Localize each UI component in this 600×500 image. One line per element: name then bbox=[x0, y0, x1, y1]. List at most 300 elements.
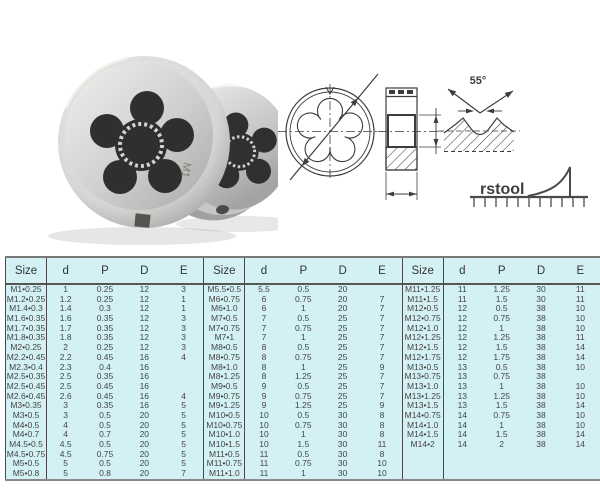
value-cell: 11 bbox=[457, 285, 467, 294]
value-cell: 1.5 bbox=[495, 293, 508, 304]
value-cell: 0.75 bbox=[295, 322, 312, 333]
col-header-d: d bbox=[62, 264, 69, 277]
value-cell: 25 bbox=[337, 380, 348, 391]
value-cell: 38 bbox=[536, 409, 546, 420]
value-cell: 12 bbox=[139, 285, 150, 294]
value-cell: 3 bbox=[181, 332, 187, 343]
size-cell: M1.7•0.35 bbox=[6, 322, 46, 333]
value-cell: 9 bbox=[379, 361, 385, 372]
value-cell: 1 bbox=[300, 303, 306, 314]
value-cell: 14 bbox=[575, 351, 586, 362]
table-group-1 bbox=[5, 258, 203, 479]
size-cell: M13•1.25 bbox=[404, 390, 441, 401]
col-header-d: d bbox=[260, 264, 268, 277]
size-cell: M8•0.5 bbox=[211, 342, 238, 353]
value-cell: 38 bbox=[536, 351, 546, 362]
table-group-2 bbox=[203, 258, 401, 479]
value-cell: 30 bbox=[337, 419, 348, 430]
angle-label: 55° bbox=[469, 75, 487, 87]
value-cell: 1 bbox=[499, 322, 505, 333]
size-cell: M9•0.5 bbox=[211, 380, 238, 391]
value-cell: 0.75 bbox=[493, 409, 510, 420]
value-cell: 1 bbox=[499, 419, 505, 430]
value-cell: 0.8 bbox=[99, 468, 111, 479]
value-cell: 10 bbox=[259, 409, 269, 420]
value-cell: 0.4 bbox=[99, 361, 111, 372]
size-cell: M2.5•0.35 bbox=[6, 371, 46, 382]
col-header-size: Size bbox=[411, 264, 434, 277]
value-cell: 7 bbox=[379, 390, 385, 401]
value-cell: 11 bbox=[259, 468, 269, 479]
value-cell: 10 bbox=[575, 380, 586, 391]
value-cell: 2.2 bbox=[59, 351, 72, 362]
size-cell: M13•0.5 bbox=[406, 361, 439, 372]
value-cell: 0.5 bbox=[297, 285, 310, 294]
value-cell: 30 bbox=[337, 439, 348, 449]
value-cell: 20 bbox=[139, 458, 150, 469]
die-notch bbox=[134, 213, 150, 227]
value-cell: 9 bbox=[261, 380, 267, 391]
value-cell: 4 bbox=[181, 390, 187, 401]
value-cell: 0.45 bbox=[96, 380, 114, 391]
die-side-view bbox=[378, 88, 442, 200]
value-cell: 8 bbox=[379, 409, 385, 420]
size-cell: M10•1.0 bbox=[208, 429, 240, 440]
value-cell: 2 bbox=[63, 342, 69, 353]
value-cell: 1 bbox=[300, 361, 306, 372]
value-cell: 12 bbox=[457, 313, 468, 324]
value-cell: 7 bbox=[379, 380, 385, 391]
value-cell: 0.3 bbox=[99, 303, 111, 314]
value-cell: 0.35 bbox=[96, 313, 114, 324]
table-header bbox=[6, 258, 203, 285]
die-shadow bbox=[48, 227, 236, 245]
value-cell: 20 bbox=[139, 409, 150, 420]
value-cell: 20 bbox=[337, 293, 348, 304]
value-cell: 10 bbox=[575, 409, 586, 420]
value-cell: 1.25 bbox=[493, 390, 510, 401]
value-cell: 5.5 bbox=[258, 285, 270, 294]
value-cell: 5 bbox=[181, 419, 187, 430]
value-cell: 14 bbox=[457, 439, 468, 449]
value-cell: 38 bbox=[536, 361, 546, 372]
value-cell: 16 bbox=[139, 400, 150, 411]
value-cell: 20 bbox=[139, 448, 150, 459]
value-cell: 1.5 bbox=[297, 439, 310, 449]
value-cell: 16 bbox=[139, 351, 150, 362]
value-cell: 0.25 bbox=[96, 293, 114, 304]
size-cell: M14•1.5 bbox=[406, 429, 439, 440]
value-cell: 10 bbox=[259, 419, 269, 430]
size-cell: M13•1.0 bbox=[406, 380, 439, 391]
value-cell: 13 bbox=[457, 400, 468, 411]
value-cell: 12 bbox=[457, 332, 468, 343]
value-cell: 7 bbox=[379, 322, 385, 333]
technical-drawing bbox=[275, 40, 600, 232]
col-header-size: Size bbox=[14, 264, 38, 277]
column-divider bbox=[46, 258, 47, 479]
value-cell: 7 bbox=[261, 332, 267, 343]
size-cell: M5•0.8 bbox=[12, 468, 40, 479]
value-cell: 1.7 bbox=[59, 322, 72, 333]
value-cell: 38 bbox=[536, 429, 546, 440]
value-cell: 30 bbox=[337, 429, 348, 440]
size-cell: M11•0.75 bbox=[206, 458, 243, 469]
value-cell: 0.7 bbox=[99, 429, 111, 440]
value-cell: 20 bbox=[337, 303, 348, 314]
value-cell: 0.5 bbox=[495, 303, 508, 314]
value-cell: 5 bbox=[181, 458, 187, 469]
value-cell: 12 bbox=[457, 351, 468, 362]
die-face-view bbox=[278, 74, 383, 180]
size-cell: M4.5•0.5 bbox=[9, 439, 43, 449]
size-cell: M2.3•0.4 bbox=[9, 361, 43, 372]
col-header-p: P bbox=[299, 264, 308, 277]
value-cell: 14 bbox=[457, 409, 468, 420]
size-cell: M1.4•0.3 bbox=[9, 303, 43, 314]
value-cell: 30 bbox=[337, 458, 348, 469]
value-cell: 8 bbox=[379, 419, 385, 430]
size-cell: M6•0.75 bbox=[208, 293, 240, 304]
value-cell: 5 bbox=[181, 429, 187, 440]
value-cell: 30 bbox=[337, 468, 348, 479]
value-cell: 8 bbox=[379, 448, 385, 459]
size-cell: M12•1.75 bbox=[404, 351, 441, 362]
value-cell: 11 bbox=[575, 332, 585, 343]
value-cell: 30 bbox=[536, 293, 546, 304]
value-cell: 11 bbox=[575, 285, 585, 294]
value-cell: 0.75 bbox=[295, 293, 312, 304]
value-cell: 25 bbox=[337, 361, 348, 372]
size-cell: M4.5•0.75 bbox=[6, 448, 46, 459]
value-cell: 1.2 bbox=[59, 293, 72, 304]
value-cell: 12 bbox=[139, 322, 150, 333]
table-group-3 bbox=[402, 258, 600, 479]
value-cell: 38 bbox=[536, 371, 546, 382]
value-cell: 5 bbox=[63, 468, 69, 479]
size-cell: M5•0.5 bbox=[12, 458, 40, 469]
col-header-e: E bbox=[576, 264, 585, 277]
value-cell: 0.5 bbox=[99, 439, 111, 449]
col-header-e: E bbox=[378, 264, 386, 277]
value-cell: 12 bbox=[139, 313, 150, 324]
rstool-logo bbox=[470, 167, 588, 207]
value-cell: 5 bbox=[181, 409, 187, 420]
value-cell: 1 bbox=[499, 380, 505, 391]
value-cell: 2.6 bbox=[59, 390, 72, 401]
col-header-D: D bbox=[338, 264, 347, 277]
value-cell: 11 bbox=[259, 448, 269, 459]
size-cell: M11•0.5 bbox=[208, 448, 240, 459]
col-header-d: d bbox=[459, 264, 466, 277]
value-cell: 16 bbox=[139, 371, 150, 382]
value-cell: 1.5 bbox=[495, 429, 508, 440]
value-cell: 9 bbox=[261, 390, 267, 401]
value-cell: 0.5 bbox=[99, 419, 111, 430]
table-row bbox=[6, 469, 203, 479]
value-cell: 0.35 bbox=[96, 322, 114, 333]
value-cell: 1.8 bbox=[59, 332, 72, 343]
value-cell: 30 bbox=[337, 409, 348, 420]
col-header-p: P bbox=[497, 264, 506, 277]
size-cell: M1.8•0.35 bbox=[6, 332, 46, 343]
value-cell: 4.5 bbox=[59, 448, 72, 459]
value-cell: 11 bbox=[259, 458, 269, 469]
value-cell: 6 bbox=[261, 293, 267, 304]
value-cell: 8 bbox=[379, 429, 385, 440]
value-cell: 10 bbox=[575, 313, 586, 324]
value-cell: 7 bbox=[379, 342, 385, 353]
value-cell: 8 bbox=[261, 342, 267, 353]
value-cell: 8 bbox=[261, 371, 267, 382]
value-cell: 3 bbox=[181, 285, 187, 294]
value-cell: 16 bbox=[139, 361, 150, 372]
size-cell: M11•1.5 bbox=[407, 293, 438, 304]
size-cell: M10•1.5 bbox=[208, 439, 240, 449]
value-cell: 11 bbox=[575, 293, 585, 304]
value-cell: 7 bbox=[261, 322, 267, 333]
value-cell: 0.75 bbox=[295, 458, 312, 469]
value-cell: 38 bbox=[536, 390, 546, 401]
size-cell: M9•0.75 bbox=[208, 390, 240, 401]
size-cell: M2•0.25 bbox=[10, 342, 42, 353]
value-cell: 14 bbox=[575, 439, 586, 449]
table-row bbox=[204, 469, 401, 479]
value-cell: 38 bbox=[536, 439, 546, 449]
value-cell: 38 bbox=[536, 400, 546, 411]
value-cell: 7 bbox=[379, 303, 385, 314]
value-cell: 30 bbox=[536, 285, 546, 294]
value-cell: 38 bbox=[536, 313, 546, 324]
size-cell: M2.6•0.45 bbox=[6, 390, 46, 401]
value-cell: 9 bbox=[379, 400, 385, 411]
value-cell: 7 bbox=[379, 313, 385, 324]
size-cell: M8•1.25 bbox=[208, 371, 240, 382]
size-cell: M12•1.25 bbox=[404, 332, 441, 343]
size-cell: M9•1.25 bbox=[208, 400, 240, 411]
value-cell: 25 bbox=[337, 400, 348, 411]
value-cell: 20 bbox=[139, 439, 150, 449]
column-divider bbox=[443, 258, 444, 479]
value-cell: 13 bbox=[457, 371, 468, 382]
value-cell: 2.5 bbox=[59, 380, 72, 391]
value-cell: 14 bbox=[575, 429, 586, 440]
value-cell: 16 bbox=[139, 380, 150, 391]
size-cell: M11•1.0 bbox=[208, 468, 240, 479]
value-cell: 14 bbox=[575, 342, 586, 353]
value-cell: 10 bbox=[575, 303, 586, 314]
dies-photo bbox=[8, 12, 278, 247]
value-cell: 3 bbox=[63, 400, 69, 411]
left-die bbox=[58, 56, 230, 228]
value-cell: 25 bbox=[337, 390, 348, 401]
size-cell: M1.6•0.35 bbox=[6, 313, 46, 324]
table-rows bbox=[204, 285, 401, 479]
value-cell: 0.5 bbox=[297, 342, 310, 353]
value-cell: 25 bbox=[337, 371, 348, 382]
value-cell: 1 bbox=[300, 429, 306, 440]
value-cell: 10 bbox=[575, 390, 586, 401]
value-cell: 20 bbox=[139, 419, 150, 430]
value-cell: 7 bbox=[379, 371, 385, 382]
value-cell: 12 bbox=[139, 303, 150, 314]
value-cell: 11 bbox=[377, 439, 387, 449]
value-cell bbox=[164, 372, 203, 382]
value-cell: 11 bbox=[457, 293, 467, 304]
value-cell: 10 bbox=[575, 361, 586, 372]
value-cell: 0.25 bbox=[96, 342, 114, 353]
value-cell: 13 bbox=[457, 390, 468, 401]
size-cell: M3•0.35 bbox=[10, 400, 42, 411]
value-cell: 10 bbox=[377, 468, 387, 479]
size-cell: M10•0.5 bbox=[208, 409, 240, 420]
size-cell: M8•1.0 bbox=[211, 361, 238, 372]
size-cell: M2.2•0.45 bbox=[6, 351, 46, 362]
col-header-p: P bbox=[101, 264, 109, 277]
value-cell: 3 bbox=[181, 342, 187, 353]
col-header-D: D bbox=[140, 264, 149, 277]
value-cell: 38 bbox=[536, 303, 546, 314]
value-cell: 30 bbox=[337, 448, 348, 459]
value-cell: 38 bbox=[536, 332, 546, 343]
value-cell: 0.5 bbox=[297, 380, 310, 391]
value-cell: 1 bbox=[300, 332, 306, 343]
value-cell: 10 bbox=[575, 322, 586, 333]
column-divider bbox=[244, 258, 245, 479]
value-cell: 12 bbox=[457, 342, 468, 353]
size-cell: M1•0.25 bbox=[10, 285, 42, 294]
value-cell: 3 bbox=[181, 322, 187, 333]
value-cell: 1.25 bbox=[295, 371, 312, 382]
value-cell: 0.75 bbox=[493, 371, 510, 382]
size-cell: M14•2 bbox=[410, 439, 435, 449]
value-cell: 0.5 bbox=[297, 448, 310, 459]
value-cell: 25 bbox=[337, 351, 348, 362]
value-cell: 5 bbox=[63, 458, 69, 469]
value-cell: 2.5 bbox=[59, 371, 72, 382]
value-cell: 16 bbox=[139, 390, 150, 401]
value-cell: 38 bbox=[536, 322, 546, 333]
table-header bbox=[403, 258, 600, 285]
value-cell: 7 bbox=[379, 332, 385, 343]
value-cell: 5 bbox=[181, 448, 187, 459]
size-cell: M2.5•0.45 bbox=[6, 380, 46, 391]
size-cell: M4•0.5 bbox=[12, 419, 40, 430]
value-cell: 9 bbox=[261, 400, 267, 411]
col-header-e: E bbox=[179, 264, 188, 277]
size-cell: M7•0.5 bbox=[211, 313, 238, 324]
value-cell: 2 bbox=[499, 439, 505, 449]
value-cell: 8 bbox=[261, 361, 267, 372]
value-cell: 1.75 bbox=[493, 351, 510, 362]
thread-size-table bbox=[5, 256, 600, 481]
size-cell: M4•0.7 bbox=[12, 429, 40, 440]
size-cell: M12•1.0 bbox=[406, 322, 439, 333]
value-cell: 10 bbox=[259, 429, 269, 440]
col-header-D: D bbox=[536, 264, 546, 277]
value-cell: 5 bbox=[181, 400, 187, 411]
thread-profile-drawing bbox=[438, 75, 520, 152]
value-cell: 14 bbox=[575, 400, 586, 411]
value-cell: 1.25 bbox=[493, 285, 510, 294]
value-cell: 1.5 bbox=[495, 342, 508, 353]
size-cell: M1.2•0.25 bbox=[6, 293, 46, 304]
value-cell: 4 bbox=[63, 419, 69, 430]
value-cell: 10 bbox=[259, 439, 269, 449]
value-cell: 0.5 bbox=[495, 361, 508, 372]
size-cell: M6•1.0 bbox=[211, 303, 238, 314]
rstool-text: rstool bbox=[480, 181, 525, 198]
value-cell: 1 bbox=[181, 303, 187, 314]
value-cell: 12 bbox=[457, 322, 468, 333]
value-cell: 12 bbox=[139, 332, 150, 343]
size-cell: M3•0.5 bbox=[12, 409, 40, 420]
value-cell: 0.35 bbox=[96, 400, 114, 411]
value-cell: 3 bbox=[63, 409, 69, 420]
value-cell bbox=[164, 363, 203, 373]
size-cell: M12•0.5 bbox=[406, 303, 439, 314]
table-rows bbox=[6, 285, 203, 479]
value-cell: 3 bbox=[181, 313, 187, 324]
value-cell: 0.25 bbox=[96, 285, 114, 294]
value-cell: 1.5 bbox=[495, 400, 508, 411]
value-cell: 25 bbox=[337, 322, 348, 333]
value-cell: 0.75 bbox=[295, 390, 312, 401]
value-cell: 1.4 bbox=[59, 303, 72, 314]
value-cell: 4.5 bbox=[59, 439, 72, 449]
value-cell: 1 bbox=[300, 468, 306, 479]
value-cell: 0.35 bbox=[96, 371, 114, 382]
value-cell: 12 bbox=[457, 303, 468, 314]
value-cell: 4 bbox=[63, 429, 69, 440]
value-cell: 0.75 bbox=[295, 419, 312, 430]
value-cell: 5 bbox=[181, 439, 187, 449]
value-cell: 38 bbox=[536, 342, 546, 353]
value-cell: 0.75 bbox=[493, 313, 510, 324]
value-cell: 0.35 bbox=[96, 332, 114, 343]
value-cell: 4 bbox=[181, 351, 187, 362]
value-cell: 1 bbox=[63, 285, 69, 294]
value-cell: 12 bbox=[139, 293, 150, 304]
size-cell: M12•0.75 bbox=[404, 313, 441, 324]
value-cell: 7 bbox=[181, 468, 187, 479]
value-cell: 10 bbox=[575, 419, 586, 430]
value-cell: 0.5 bbox=[297, 313, 310, 324]
value-cell: 0.5 bbox=[99, 458, 111, 469]
size-cell: M13•1.5 bbox=[406, 400, 439, 411]
value-cell: 20 bbox=[139, 468, 150, 479]
size-cell: M10•0.75 bbox=[206, 419, 243, 430]
table-header bbox=[204, 258, 401, 285]
value-cell: 12 bbox=[139, 342, 150, 353]
col-header-size: Size bbox=[213, 264, 236, 277]
value-cell: 0.45 bbox=[96, 390, 114, 401]
value-cell: 20 bbox=[139, 429, 150, 440]
size-cell: M7•0.75 bbox=[208, 322, 240, 333]
size-cell: M13•0.75 bbox=[404, 371, 441, 382]
size-cell: M11•1.25 bbox=[404, 285, 441, 294]
value-cell: 25 bbox=[337, 313, 348, 324]
value-cell: 1.25 bbox=[295, 400, 312, 411]
value-cell: 0.45 bbox=[96, 351, 114, 362]
size-cell: M5.5•0.5 bbox=[207, 285, 242, 294]
value-cell: 0.75 bbox=[295, 351, 312, 362]
die-marking: M1 bbox=[178, 161, 193, 179]
value-cell: 10 bbox=[377, 458, 387, 469]
size-cell: M14•1.0 bbox=[406, 419, 439, 430]
value-cell: 38 bbox=[536, 419, 546, 430]
value-cell: 20 bbox=[337, 285, 348, 294]
